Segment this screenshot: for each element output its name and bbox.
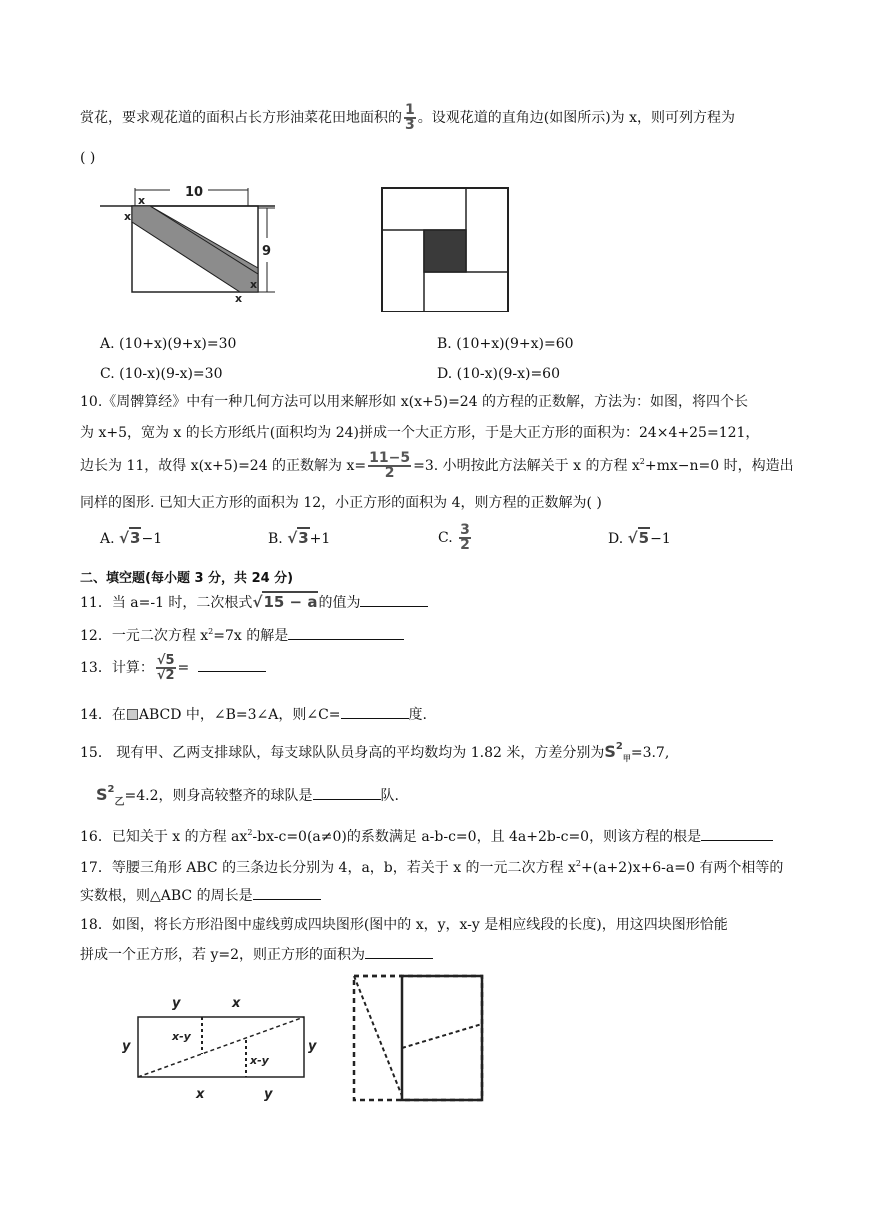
q9-option-b: B. (10+x)(9+x)=60	[437, 336, 574, 352]
fig18-y-bottom: y	[264, 1087, 273, 1102]
q10-option-d: D. √5−1	[608, 529, 671, 547]
q15-line-2: $S^2_乙=4.2$，则身高较整齐的球队是 队.	[96, 784, 399, 808]
q17-answer-blank[interactable]	[253, 885, 321, 900]
q13: 13．计算： $\frac{√5}{√2}$ =	[80, 654, 266, 682]
fig9-x-bottom: x	[235, 292, 243, 305]
q11-answer-blank[interactable]	[360, 592, 428, 607]
q10-line-4: 同样的图形. 已知大正方形的面积为 12，小正方形的面积为 4，则方程的正数解为( )	[80, 495, 602, 511]
q15-answer-blank[interactable]	[313, 785, 381, 800]
fig18-y-left: y	[122, 1039, 131, 1054]
q10-line-1: 10.《周髀算经》中有一种几何方法可以用来解形如 x(x+5)=24 的方程的正数解，方法为：如图，将四个长	[80, 394, 749, 410]
q10-line-3: 边长为 11，故得 x(x+5)=24 的正数解为 x= $\frac{11-5}{2}$ =3. 小明按此方法解关于 x 的方程 $x^2+mx-n=0$ 时，构造出	[80, 450, 794, 481]
fig18-x-top: x	[232, 996, 241, 1011]
parallelogram-icon	[127, 709, 138, 720]
fig9-side-label: 9	[262, 244, 272, 259]
q18-line-1: 18．如图，将长方形沿图中虚线剪成四块图形(图中的 x，y，x-y 是相应线段的长度)，用这四块图形恰能	[80, 917, 728, 933]
q13-fraction: $\frac{√5}{√2}$	[156, 653, 175, 683]
q11: 11．当 a=-1 时，二次根式√15 − a的值为	[80, 592, 428, 613]
q13-answer-blank[interactable]	[198, 657, 266, 672]
sqrt-icon: √5	[627, 529, 650, 547]
fig9-x-right: x	[250, 278, 258, 291]
q10-figure-pinwheel	[378, 182, 518, 312]
q10-option-c-fraction: $\frac{3}{2}$	[460, 522, 470, 553]
variance-symbol-2: $S^2_乙$	[96, 784, 125, 808]
q10-fraction: $\frac{11-5}{2}$	[369, 450, 411, 481]
q9-figure-path	[100, 178, 300, 308]
q10-option-a: A. √3−1	[100, 529, 163, 547]
fig18-xmy-2: x-y	[250, 1054, 269, 1067]
fig18-y-right: y	[308, 1039, 317, 1054]
fig9-x-left: x	[124, 210, 132, 223]
q18-figure-rectangle	[118, 990, 338, 1110]
q12: 12．一元二次方程 $x^2=7x$ 的解是	[80, 622, 404, 646]
q9-option-a: A. (10+x)(9+x)=30	[100, 336, 237, 352]
q10-option-b: B. √3+1	[268, 529, 331, 547]
q14-answer-blank[interactable]	[341, 704, 409, 719]
q9-option-d: D. (10-x)(9-x)=60	[437, 366, 560, 382]
intro-line	[80, 104, 735, 132]
q17-line-1: 17．等腰三角形 ABC 的三条边长分别为 4，a，b，若关于 x 的一元二次方程 $x^2+(a+2)x+6-a=0$ 有两个相等的	[80, 859, 784, 876]
sqrt-icon: √3	[287, 529, 309, 547]
q16: 16．已知关于 x 的方程 $ax^2-bx-c=0(a\ne 0)$的系数满足 a-b-c=0，且 4a+2b-c=0，则该方程的根是	[80, 823, 773, 847]
fig18-xmy-1: x-y	[172, 1030, 191, 1043]
q14: 14．在 ABCD 中，∠B=3∠A，则∠C= 度.	[80, 704, 427, 725]
q9-option-c: C. (10-x)(9-x)=30	[100, 366, 223, 382]
intro-text-before: 赏花，要求观花道的面积占长方形油菜花田地面积的	[80, 110, 402, 126]
sqrt-icon: √3	[119, 529, 141, 547]
q18-line-2: 拼成一个正方形，若 y=2，则正方形的面积为	[80, 944, 433, 965]
q16-answer-blank[interactable]	[701, 826, 773, 841]
one-third-fraction: $\frac{1}{3}$	[405, 102, 415, 133]
q18-figure-square	[350, 972, 490, 1102]
fig9-x-top: x	[138, 194, 146, 207]
section-2-title: 二、填空题(每小题 3 分，共 24 分)	[80, 571, 294, 586]
sqrt-icon: √15 − a	[252, 593, 318, 611]
variance-symbol-1: $S^2_甲$	[604, 741, 631, 763]
q15-line-1: 15． 现有甲、乙两支排球队，每支球队队员身高的平均数均为 1.82 米，方差分别为$S^2_甲=3.7$,	[80, 741, 670, 763]
q17-line-2: 实数根，则△ABC 的周长是	[80, 885, 321, 906]
q9-answer-paren: ( )	[80, 150, 96, 166]
q12-answer-blank[interactable]	[288, 625, 404, 640]
intro-text-after: 。设观花道的直角边(如图所示)为 x，则可列方程为	[417, 110, 736, 126]
q10-line-2: 为 x+5，宽为 x 的长方形纸片(面积均为 24)拼成一个大正方形，于是大正方形的面积为：24×4+25=121，	[80, 425, 760, 441]
q10-option-c: C. $\frac{3}{2}$	[438, 522, 470, 553]
fig18-x-bottom: x	[196, 1087, 205, 1102]
fig9-top-label: 10	[185, 185, 204, 200]
q18-answer-blank[interactable]	[365, 944, 433, 959]
fig18-y-top: y	[172, 996, 181, 1011]
